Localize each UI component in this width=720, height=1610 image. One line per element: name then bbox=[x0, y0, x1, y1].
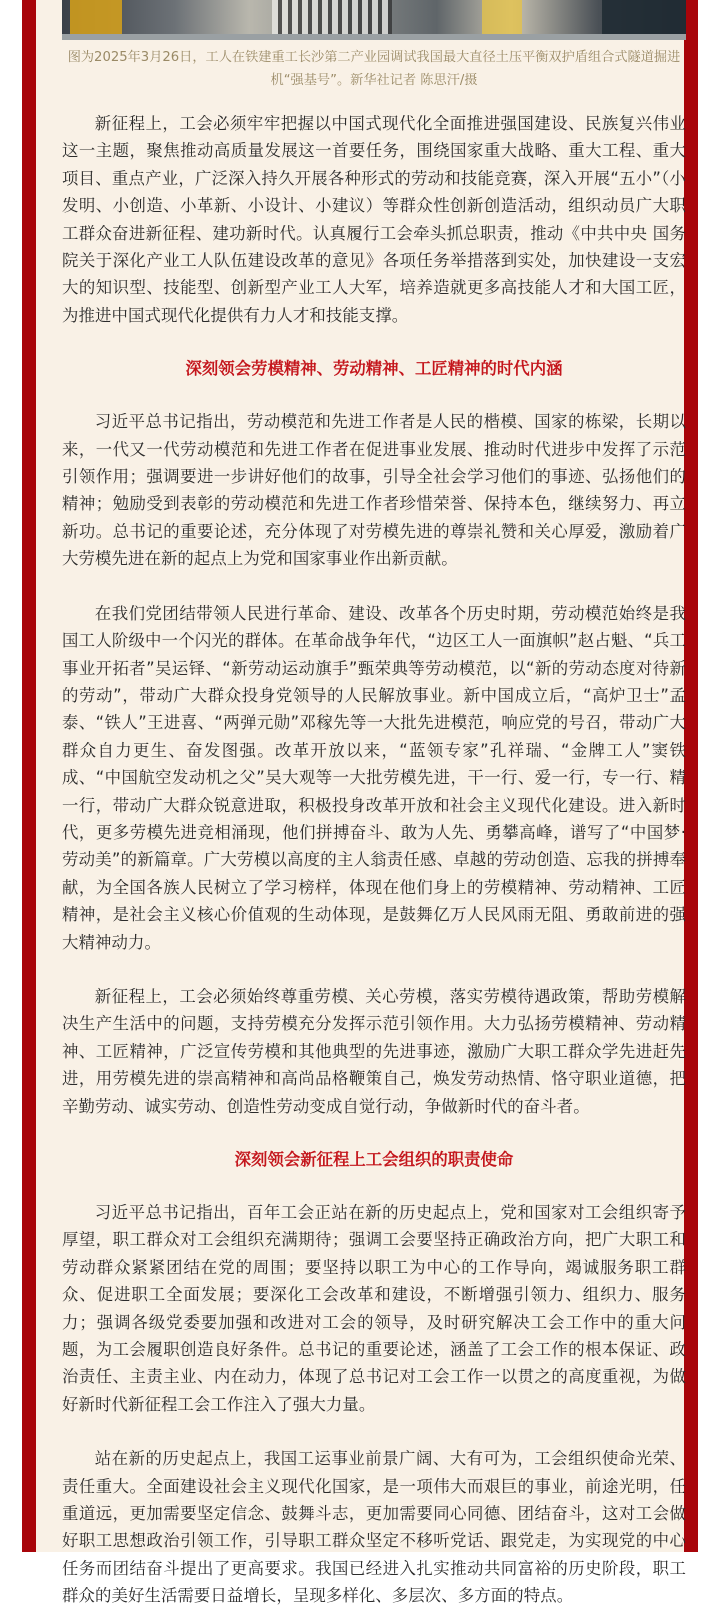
paragraph: 新征程上，工会必须牢牢把握以中国式现代化全面推进强国建设、民族复兴伟业这一主题，聚焦推动高质量发展这一首要任务，围绕国家重大战略、重大工程、重大项目、重点产业，广泛深入持久开展各种形式的劳动和技能竞赛，深入开展“五小”（小发明、小创造、小革新、小设计、小建议）等群众性创新创造活动，组织动员广大职工群众奋进新征程、建功新时代。认真履行工会牵头抓总职责，推动《中共中央 国务院关于深化产业工人队伍建设改革的意见》各项任务举措落到实处，加快建设一支宏大的知识型、技能型、创新型产业工人大军，培养造就更多高技能人才和大国工匠，为推进中国式现代化提供有力人才和技能支撑。 bbox=[62, 114, 686, 325]
paragraph: 在我们党团结带领人民进行革命、建设、改革各个历史时期，劳动模范始终是我国工人阶级中一个闪光的群体。在革命战争年代，“边区工人一面旗帜”赵占魁、“兵工事业开拓者”吴运铎、“新劳动运动旗手”甄荣典等劳动模范，以“新的劳动态度对待新的劳动”，带动广大群众投身党领导的人民解放事业。新中国成立后，“高炉卫士”孟泰、“铁人”王进喜、“两弹元勋”邓稼先等一大批先进模范，响应党的号召，带动广大群众自力更生、奋发图强。改革开放以来，“蓝领专家”孔祥瑞、“金牌工人”窦铁成、“中国航空发动机之父”吴大观等一大批劳模先进，干一行、爱一行，专一行、精一行，带动广大群众锐意进取，积极投身改革开放和社会主义现代化建设。进入新时代，更多劳模先进竞相涌现，他们拼搏奋斗、敢为人先、勇攀高峰，谱写了“中国梦·劳动美”的新篇章。广大劳模以高度的主人翁责任感、卓越的劳动创造、忘我的拼搏奉献，为全国各族人民树立了学习榜样，体现在他们身上的劳模精神、劳动精神、工匠精神，是社会主义核心价值观的生动体现，是鼓舞亿万人民风雨无阻、勇敢前进的强大精神动力。 bbox=[62, 603, 686, 952]
section-heading: 深刻领会劳模精神、劳动精神、工匠精神的时代内涵 bbox=[185, 359, 563, 379]
paragraph: 习近平总书记指出，劳动模范和先进工作者是人民的楷模、国家的栋梁，长期以来，一代又一代劳动模范和先进工作者在促进事业发展、推动时代进步中发挥了示范引领作用；强调要进一步讲好他们的故事，引导全社会学习他们的事迹、弘扬他们的精神；勉励受到表彰的劳动模范和先进工作者珍惜荣誉、保持本色，继续努力、再立新功。总书记的重要论述，充分体现了对劳模先进的尊崇礼赞和关心厚爱，激励着广大劳模先进在新的起点上为党和国家事业作出新贡献。 bbox=[62, 412, 686, 569]
section-heading: 深刻领会新征程上工会组织的职责使命 bbox=[234, 1150, 514, 1169]
article-frame bbox=[22, 0, 698, 1606]
paragraph: 新征程上，工会必须始终尊重劳模、关心劳模，落实劳模待遇政策，帮助劳模解决生产生活中的问题，支持劳模充分发挥示范引领作用。大力弘扬劳模精神、劳动精神、工匠精神，广泛宣传劳模和其他典型的先进事迹，激励广大职工群众学先进赶先进，用劳模先进的崇高精神和高尚品格鞭策自己，焕发劳动热情、恪守职业道德，把辛勤劳动、诚实劳动、创造性劳动变成自觉行动，争做新时代的奋斗者。 bbox=[62, 986, 686, 1116]
paragraph: 站在新的历史起点上，我国工运事业前景广阔、大有可为，工会组织使命光荣、责任重大。全面建设社会主义现代化国家，是一项伟大而艰巨的事业，前途光明，任重道远，更加需要坚定信念、鼓舞斗志，更加需要同心同德、团结奋斗，这对工会做好职工思想政治引领工作，引导职工群众坚定不移听党话、跟党走，为实现党的中心任务而团结奋斗提出了更高要求。我国已经进入扎实推动共同富裕的历史阶段，职工群众的美好生活需要日益增长，呈现多样化、多层次、多方面的特点。 bbox=[62, 1449, 686, 1606]
article-body bbox=[62, 110, 686, 1610]
paragraph: 习近平总书记指出，百年工会正站在新的历史起点上，党和国家对工会组织寄予厚望，职工群众对工会组织充满期待；强调工会要坚持正确政治方向，把广大职工和劳动群众紧紧团结在党的周围；要坚持以职工为中心的工作导向，竭诚服务职工群众、促进职工全面发展；要深化工会改革和建设，不断增强引领力、组织力、服务力；强调各级党委要加强和改进对工会的领导，及时研究解决工会工作中的重大问题，为工会履职创造良好条件。总书记的重要论述，涵盖了工会工作的根本保证、政治责任、主责主业、内在动力，体现了总书记对工会工作一以贯之的高度重视，为做好新时代新征程工会工作注入了强大力量。 bbox=[62, 1203, 686, 1414]
article-photo bbox=[62, 0, 686, 40]
photo-caption: 图为2025年3月26日，工人在铁建重工长沙第二产业园调试我国最大直径土压平衡双护盾组合式隧道掘进机“强基号”。新华社记者 陈思汗/摄 bbox=[67, 50, 681, 88]
